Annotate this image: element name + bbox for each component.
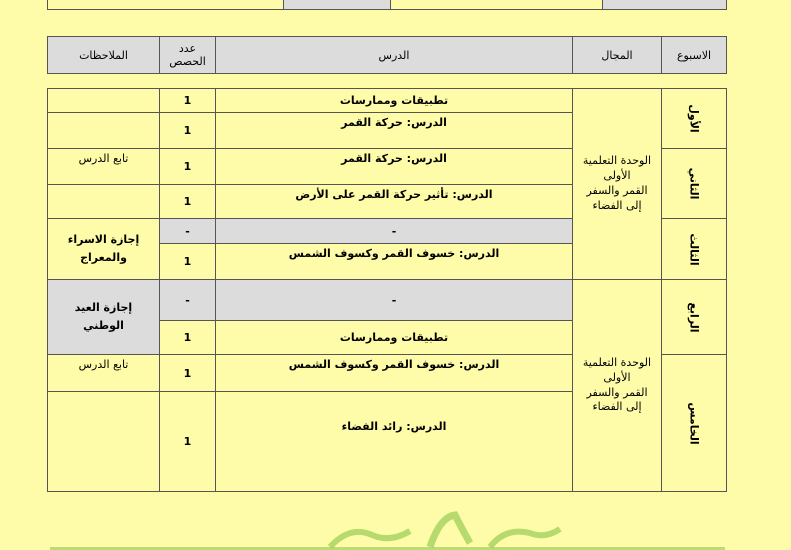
domain-line: الأولى	[603, 370, 631, 384]
count-cell: 1	[160, 185, 216, 219]
lesson-cell: الدرس: حركة القمر	[216, 149, 573, 185]
holiday-note	[48, 219, 160, 280]
header-week: الاسبوع	[662, 37, 727, 74]
count-cell: 1	[160, 392, 216, 492]
week-label: الرابع	[687, 301, 701, 333]
lesson-cell: -	[216, 280, 573, 321]
header-lesson: الدرس	[216, 37, 573, 74]
lesson-cell: الدرس: تأثير حركة القمر على الأرض	[216, 185, 573, 219]
table-row	[48, 89, 727, 113]
fragment-cell	[603, 0, 727, 10]
count-cell: -	[160, 219, 216, 244]
domain-line: الوحدة التعلمية	[582, 154, 652, 168]
lesson-cell: الدرس: حركة القمر	[216, 113, 573, 149]
count-cell: 1	[160, 355, 216, 392]
note-cell	[48, 392, 160, 492]
lesson-cell: -	[216, 219, 573, 244]
count-cell: 1	[160, 89, 216, 113]
count-cell: 1	[160, 321, 216, 355]
week-label: الخامس	[687, 401, 701, 445]
lesson-cell: الدرس: خسوف القمر وكسوف الشمس	[216, 244, 573, 280]
count-cell: 1	[160, 244, 216, 280]
domain-cell	[573, 280, 662, 492]
holiday-line: الوطني	[83, 319, 124, 332]
week-cell	[662, 219, 727, 280]
week-cell	[662, 355, 727, 492]
domain-line: إلى الفضاء	[592, 198, 642, 212]
domain-line: القمر والسفر	[586, 184, 648, 197]
header-domain: المجال	[573, 37, 662, 74]
header-count	[160, 37, 216, 74]
note-cell: تابع الدرس	[48, 149, 160, 185]
week-label: الأول	[687, 104, 701, 133]
count-cell: 1	[160, 149, 216, 185]
domain-line: الوحدة التعلمية	[582, 355, 652, 369]
header-count-line2: الحصص	[169, 55, 206, 68]
header-notes: الملاحظات	[48, 37, 160, 74]
week-cell	[662, 280, 727, 355]
week-cell	[662, 89, 727, 149]
previous-table-fragment	[47, 0, 727, 10]
domain-line: الأولى	[603, 169, 631, 183]
holiday-line: والمعراج	[80, 251, 127, 264]
schedule-header	[47, 36, 727, 74]
holiday-line: إجازة العيد	[74, 301, 133, 315]
lesson-cell: تطبيقات وممارسات	[216, 89, 573, 113]
header-count-line1: عدد	[178, 42, 197, 55]
note-cell	[48, 89, 160, 113]
lesson-cell: الدرس: خسوف القمر وكسوف الشمس	[216, 355, 573, 392]
count-cell: 1	[160, 113, 216, 149]
count-cell: -	[160, 280, 216, 321]
week-label: الثالث	[687, 232, 701, 266]
schedule-table	[47, 88, 727, 492]
lesson-cell: تطبيقات وممارسات	[216, 321, 573, 355]
note-cell: تابع الدرس	[48, 355, 160, 392]
holiday-note	[48, 280, 160, 355]
note-cell	[48, 113, 160, 149]
fragment-cell	[284, 0, 391, 10]
watermark-logo	[0, 505, 791, 550]
domain-line: القمر والسفر	[586, 385, 648, 399]
table-row	[48, 280, 727, 321]
fragment-cell	[391, 0, 603, 10]
week-cell	[662, 149, 727, 219]
lesson-cell: الدرس: رائد الفضاء	[216, 392, 573, 492]
domain-line: إلى الفضاء	[592, 400, 642, 414]
note-cell	[48, 185, 160, 219]
week-label: الثاني	[687, 167, 701, 200]
fragment-cell	[48, 0, 284, 10]
domain-cell	[573, 89, 662, 280]
holiday-line: إجازة الاسراء	[67, 233, 140, 247]
